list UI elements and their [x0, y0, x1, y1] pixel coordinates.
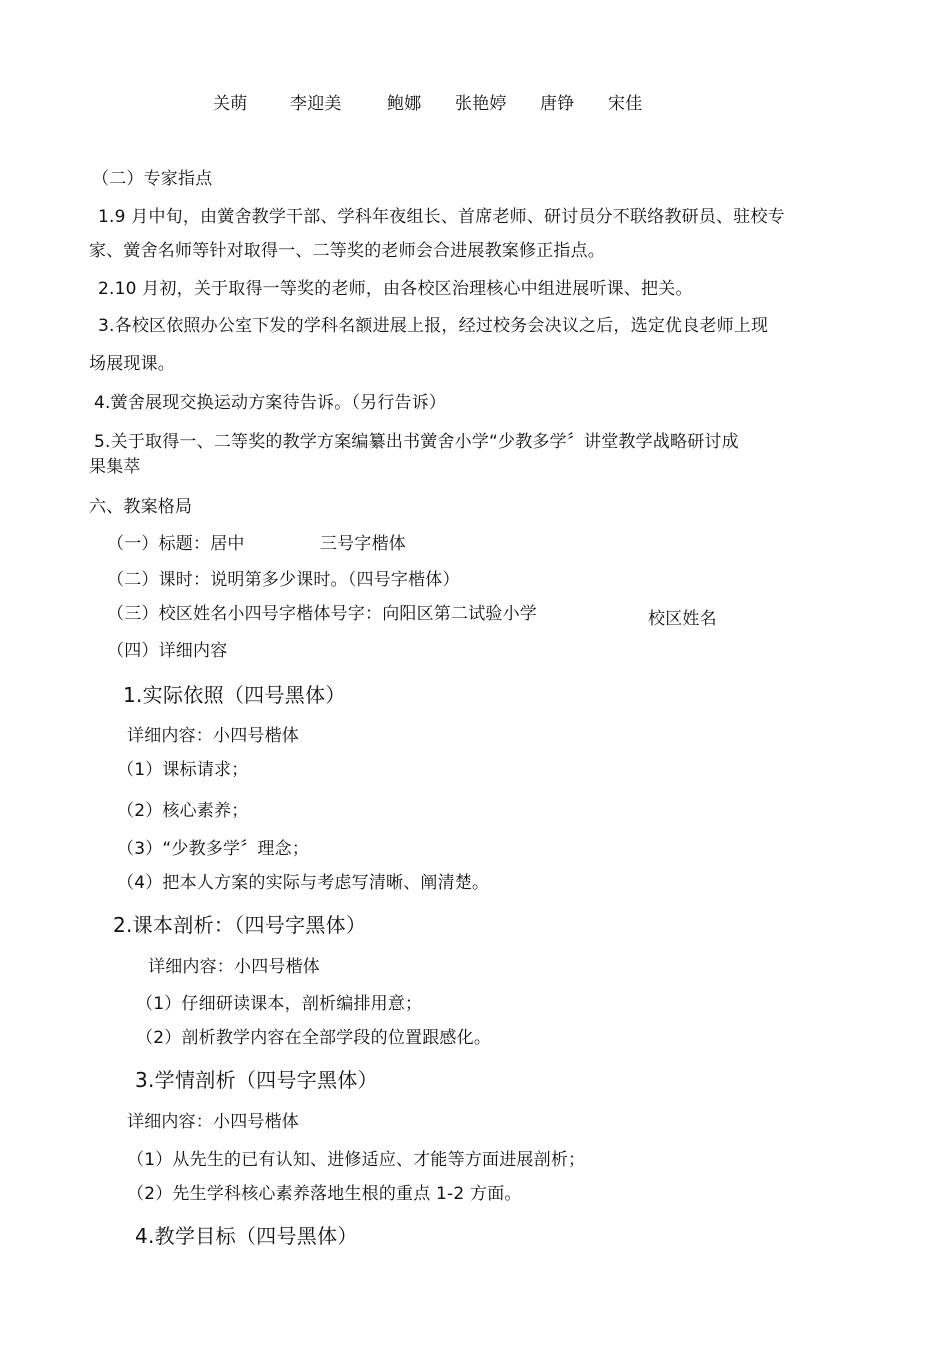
name-6: 宋佳: [608, 94, 643, 114]
section-2-item: （1）仔细研读课本，剖析编排用意；: [136, 994, 423, 1014]
section-1-detail: 详细内容：小四号楷体: [127, 726, 299, 746]
format-item-period: （二）课时：说明第多少课时。（四号字楷体）: [107, 570, 460, 590]
name-2: 李迎美: [290, 94, 342, 114]
expert-p5-line2: 果集萃: [89, 457, 141, 477]
section-1-item: （4）把本人方案的实际与考虑写清晰、阐清楚。: [117, 873, 490, 893]
section-3-detail: 详细内容：小四号楷体: [127, 1112, 299, 1132]
expert-p2: 2.10 月初，关于取得一等奖的老师，由各校区治理核心中组进展听课、把关。: [98, 279, 693, 299]
section-3-title: 3.学情剖析（四号字黑体）: [135, 1068, 378, 1092]
format-item-campus-note: 校区姓名: [648, 609, 717, 629]
expert-p3-line2: 场展现课。: [89, 354, 175, 374]
expert-p1-line1: 1.9 月中旬，由黉舍教学干部、学科年夜组长、首席老师、研讨员分不联络教研员、驻校专: [98, 207, 785, 227]
format-item-title-note: 三号字楷体: [320, 534, 406, 554]
name-5: 唐铮: [540, 94, 575, 114]
expert-p3-line1: 3.各校区依照办公室下发的学科名额进展上报，经过校务会决议之后，选定优良老师上现: [98, 316, 769, 336]
format-item-title: （一）标题：居中: [107, 534, 245, 554]
name-3: 鲍娜: [387, 94, 422, 114]
section-3-item: （1）从先生的已有认知、进修适应、才能等方面进展剖析；: [127, 1150, 586, 1170]
expert-p4: 4.黉舍展现交换运动方案待告诉。（另行告诉）: [94, 393, 447, 413]
name-1: 关萌: [213, 94, 248, 114]
section-1-item: （1）课标请求；: [117, 760, 249, 780]
expert-p1-line2: 家、黉舍名师等针对取得一、二等奖的老师会合进展教案修正指点。: [89, 241, 605, 261]
format-heading: 六、教案格局: [89, 497, 193, 517]
expert-heading: （二）专家指点: [92, 169, 213, 189]
section-1-item: （2）核心素养；: [117, 801, 249, 821]
name-4: 张艳婷: [455, 94, 507, 114]
section-2-item: （2）剖析教学内容在全部学段的位置跟感化。: [136, 1028, 492, 1048]
section-2-detail: 详细内容：小四号楷体: [148, 957, 320, 977]
section-2-title: 2.课本剖析：（四号字黑体）: [113, 913, 367, 937]
section-1-item: （3）“少教多学〞理念；: [117, 839, 310, 859]
section-3-item: （2）先生学科核心素养落地生根的重点 1-2 方面。: [127, 1184, 522, 1204]
expert-p5-line1: 5.关于取得一、二等奖的教学方案编纂出书黉舍小学“少教多学〞讲堂教学战略研讨成: [94, 432, 739, 452]
section-1-title: 1.实际依照（四号黑体）: [123, 683, 346, 707]
format-item-content: （四）详细内容: [107, 641, 228, 661]
format-item-campus: （三）校区姓名小四号字楷体号字：向阳区第二试验小学: [107, 604, 537, 624]
section-4-title: 4.教学目标（四号黑体）: [135, 1224, 358, 1248]
